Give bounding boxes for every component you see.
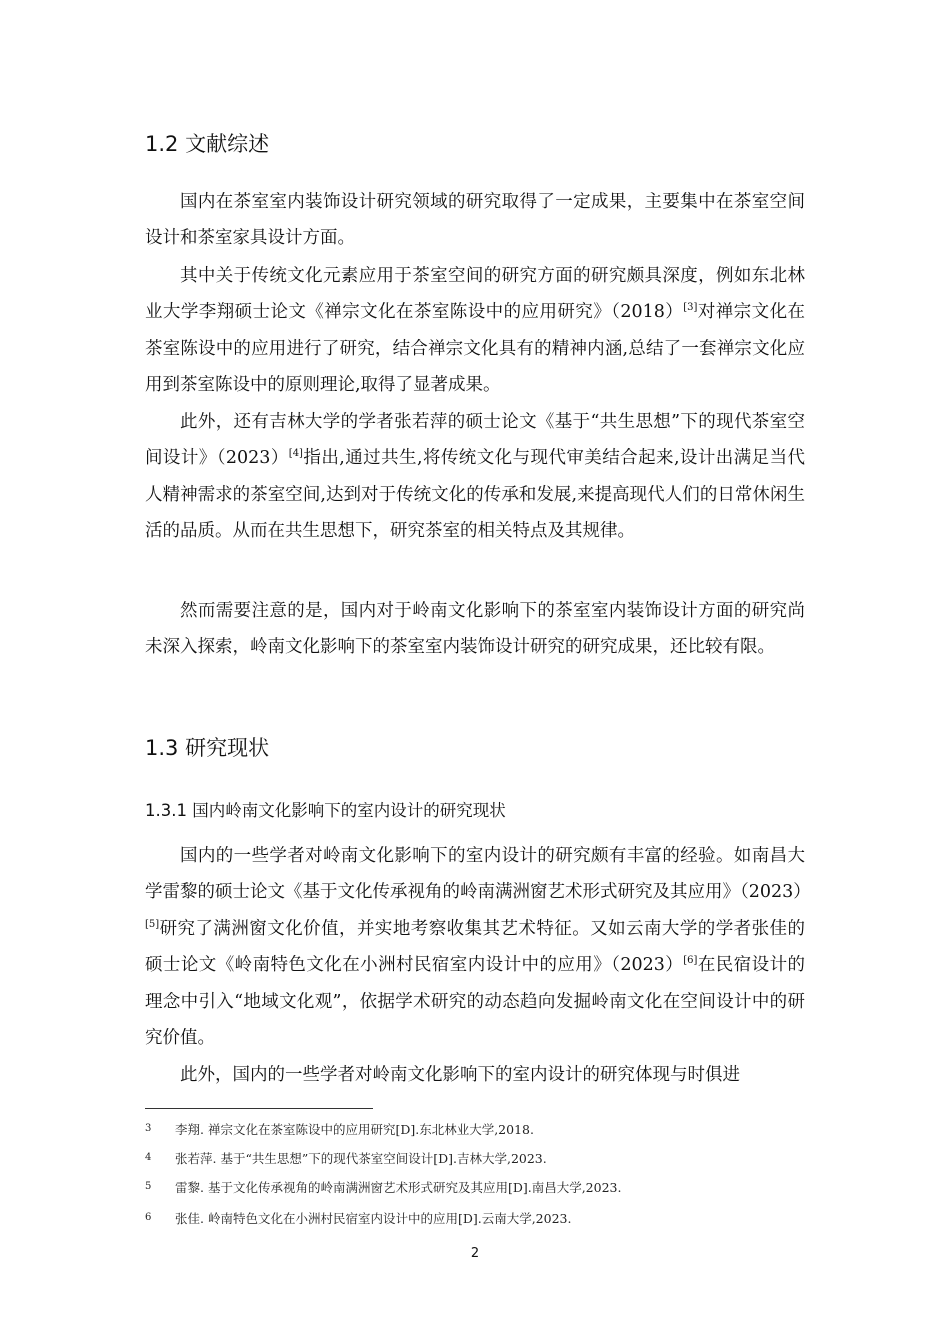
paragraph-text: 对禅宗文化在茶室陈设中的应用进行了研究，结合禅宗文化具有的精神内涵,总结了一套禅宗文化应用到茶室陈设中的原则理论,取得了显著成果。 [145,302,805,396]
footnote-4 [145,1149,547,1167]
footnote-text: 张若萍. 基于“共生思想”下的现代茶室空间设计[D].吉林大学,2023. [175,1151,547,1166]
section-heading-1-3: 1.3 研究现状 [145,736,270,760]
paragraph-text: 指出,通过共生,将传统文化与现代审美结合起来,设计出满足当代人精神需求的茶室空间,达到对于传统文化的传承和发展,来提高现代人们的日常休闲生活的品质。从而在共生思想下，研究茶室的相关特点及其规律。 [145,448,806,542]
footnote-text: 李翔. 禅宗文化在茶室陈设中的应用研究[D].东北林业大学,2018. [175,1122,534,1137]
paragraph-1-2-2 [145,258,805,404]
paragraph-1-3-2: 此外，国内的一些学者对岭南文化影响下的室内设计的研究体现与时俱进 [180,1065,740,1085]
footnote-6 [145,1209,571,1227]
citation-ref-3: [3] [683,302,698,314]
paragraph-1-2-1: 国内在茶室室内装饰设计研究领域的研究取得了一定成果，主要集中在茶室空间设计和茶室家具设计方面。 [145,192,805,249]
paragraph-text: 其中关于传统文化元素应用于茶室空间的研究方面的研究颇具深度，例如东北林业大学李翔硕士论文《禅宗文化在茶室陈设中的应用研究》（2018） [145,266,805,323]
page-number: 2 [470,1246,480,1261]
section-heading-1-2: 1.2 文献综述 [145,132,270,156]
footnote-separator [145,1108,373,1109]
paragraph-1-2-4: 然而需要注意的是，国内对于岭南文化影响下的茶室室内装饰设计方面的研究尚未深入探索，岭南文化影响下的茶室室内装饰设计研究的研究成果，还比较有限。 [145,601,805,658]
footnote-mark: 5 [145,1181,152,1192]
paragraph-text: 研究了满洲窗文化价值，并实地考察收集其艺术特征。又如云南大学的学者张佳的硕士论文《岭南特色文化在小洲村民宿室内设计中的应用》（2023） [145,918,805,976]
footnote-mark: 6 [145,1212,152,1223]
citation-ref-4: [4] [288,448,303,460]
footnote-mark: 4 [145,1152,152,1163]
paragraph-text: 此外，还有吉林大学的学者张若萍的硕士论文《基于“共生思想”下的现代茶室空间设计》（2023） [145,412,805,469]
paragraph-text: 国内的一些学者对岭南文化影响下的室内设计的研究颇有丰富的经验。如南昌大学雷黎的硕士论文《基于文化传承视角的岭南满洲窗艺术形式研究及其应用》（2023） [145,846,811,903]
paragraph-text: 在民宿设计的理念中引入“地域文化观”，依据学术研究的动态趋向发掘岭南文化在空间设计中的研究价值。 [145,955,805,1049]
paragraph-1-2-3 [145,404,805,550]
footnote-text: 张佳. 岭南特色文化在小洲村民宿室内设计中的应用[D].云南大学,2023. [175,1211,572,1226]
citation-ref-5: [5] [145,918,160,930]
subsection-heading-1-3-1: 1.3.1 国内岭南文化影响下的室内设计的研究现状 [145,801,506,820]
footnote-mark: 3 [145,1123,152,1134]
citation-ref-6: [6] [683,955,698,967]
paragraph-1-3-1 [145,838,811,1056]
footnote-3 [145,1120,534,1138]
footnote-5 [145,1178,621,1196]
footnote-text: 雷黎. 基于文化传承视角的岭南满洲窗艺术形式研究及其应用[D].南昌大学,2023. [175,1180,622,1195]
